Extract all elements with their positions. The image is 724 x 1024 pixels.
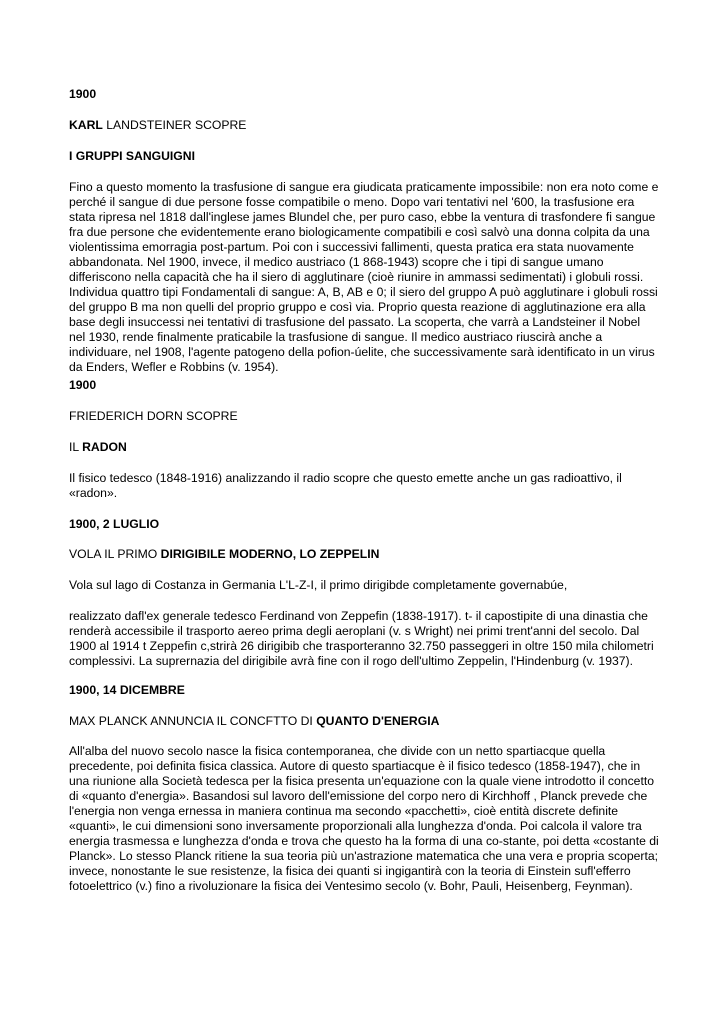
entry-heading	[69, 547, 659, 562]
subheading-bold: I GRUPPI SANGUIGNI	[69, 149, 195, 163]
body-paragraph: Il fisico tedesco (1848-1916) analizzando il radio scopre che questo emette anche un gas radioattivo, il «radon».	[69, 471, 622, 500]
heading-bold: DIRIGIBILE MODERNO, LO ZEPPELIN	[160, 547, 380, 561]
entry-date: 1900	[69, 87, 97, 101]
entry-planck	[69, 683, 659, 698]
entry-heading	[69, 118, 659, 133]
entry-landsteiner	[69, 87, 659, 102]
entry-heading	[69, 714, 659, 729]
body-paragraph-1: Vola sul lago di Costanza in Germania L'L-Z-I, il primo dirigibde completamente governabúe,	[69, 578, 568, 592]
entry-dorn	[69, 378, 659, 393]
body-paragraph-2: realizzato dafl'ex generale tedesco Ferdinand von Zeppefin (1838-1917). t- il capostipite di una dinastia che renderà accessibile il trasporto aereo prima degli aeroplani (v. s Wright) nei primi trent'anni del secolo. Dal 1900 al 1914 t Zeppefin c,strirà 26 dirigibib che trasporteranno 32.750 passeggeri in oltre 150 mila chilometri complessivi. La suprernazia del dirigibile avrà fine con il rogo dell'ultimo Zeppelin, l'Hindenburg (v. 1937).	[69, 609, 654, 668]
entry-date: 1900, 14 DICEMBRE	[69, 683, 185, 697]
body-paragraph: All'alba del nuovo secolo nasce la fisica contemporanea, che divide con un netto spartiacque quella precedente, poi definita fisica classica. Autore di questo spartiacque è il fisico tedesco (1858-1947), che in una riunione alla Società tedesca per la fisica presenta un'equazione con la quale viene introdotto il concetto di «quanto d'energia». Basandosi sul lavoro dell'emissione del corpo nero di Kirchhoff , Planck prevede che l'energia non venga ernessa in maniera continua ma secondo «pacchetti», cioè entità discrete definite «quanti», le cui dimensioni sono inversamente proporzionali alla lunghezza d'onda. Poi calcola il valore tra energia trasmessa e lunghezza d'onda e trova che questo ha la forma di una co-stante, poi detta «costante di Planck». Lo stesso Planck ritiene la sua teoria più un'astrazione matematica che una vera e propria scoperta; invece, nonostante le sue resistenze, la fisica dei quanti si ingigantirà con la teoria di Einstein sufl'efferro fotoelettrico (v.) fino a rivoluzionare la fisica dei Ventesimo secolo (v. Bohr, Pauli, Heisenberg, Feynman).	[69, 744, 659, 893]
heading-text: VOLA IL PRIMO	[69, 547, 161, 561]
entry-date: 1900, 2 LUGLIO	[69, 517, 160, 531]
entry-date: 1900	[69, 378, 97, 392]
heading-text: FRIEDERICH DORN SCOPRE	[69, 409, 238, 423]
entry-subheading	[69, 440, 659, 455]
entry-subheading	[69, 149, 659, 164]
subheading-text: IL	[69, 440, 83, 454]
entry-heading	[69, 409, 659, 424]
entry-body	[69, 578, 659, 593]
entry-body	[69, 744, 659, 894]
heading-text: LANDSTEINER SCOPRE	[102, 118, 247, 132]
entry-body-2	[69, 609, 659, 669]
body-paragraph: Fino a questo momento la trasfusione di sangue era giudicata praticamente impossibile: non era noto come e perché il sangue di due persone fosse compatibile o meno. Dopo vari tentativi nel '600, la trasfusione era stata ripresa nel 1818 dall'inglese james Blundel che, per puro caso, ebbe la ventura di trasfondere fi sangue fra due persone che evidentemente erano biologicamente compatibili e così salvò una donna colpita da una violentissima emorragia post-partum. Poi con i successivi fallimenti, questa pratica era stata nuovamente abbandonata. Nel 1900, invece, il medico austriaco (1 868-1943) scopre che i tipi di sangue umano differiscono nella capacità che ha il siero di agglutinare (cioè riunire in ammassi sedimentati) i globuli rossi. Individua quattro tipi Fondamentali di sangue: A, B, AB e 0; il siero del gruppo A può agglutinare i globuli rossi del gruppo B ma non quelli del proprio gruppo e così via. Proprio questa reazione di agglutinazione era alla base degli insuccessi nei tentativi di trasfusione del passato. La scoperta, che varrà a Landsteiner il Nobel nel 1930, rende finalmente praticabile la trasfusione di sangue. Il medico austriaco riuscirà anche a individuare, nel 1908, l'agente patogeno della pofion-úelite, che successivamente sarà identificato in un virus da Enders, Wefler e Robbins (v. 1954).	[69, 180, 659, 374]
entry-body	[69, 471, 659, 501]
entry-zeppelin	[69, 517, 659, 532]
heading-bold: QUANTO D'ENERGIA	[316, 714, 440, 728]
entry-body	[69, 180, 659, 375]
heading-text: MAX PLANCK ANNUNCIA IL CONCFTTO DI	[69, 714, 317, 728]
subheading-bold: RADON	[82, 440, 127, 454]
heading-bold: KARL	[69, 118, 103, 132]
